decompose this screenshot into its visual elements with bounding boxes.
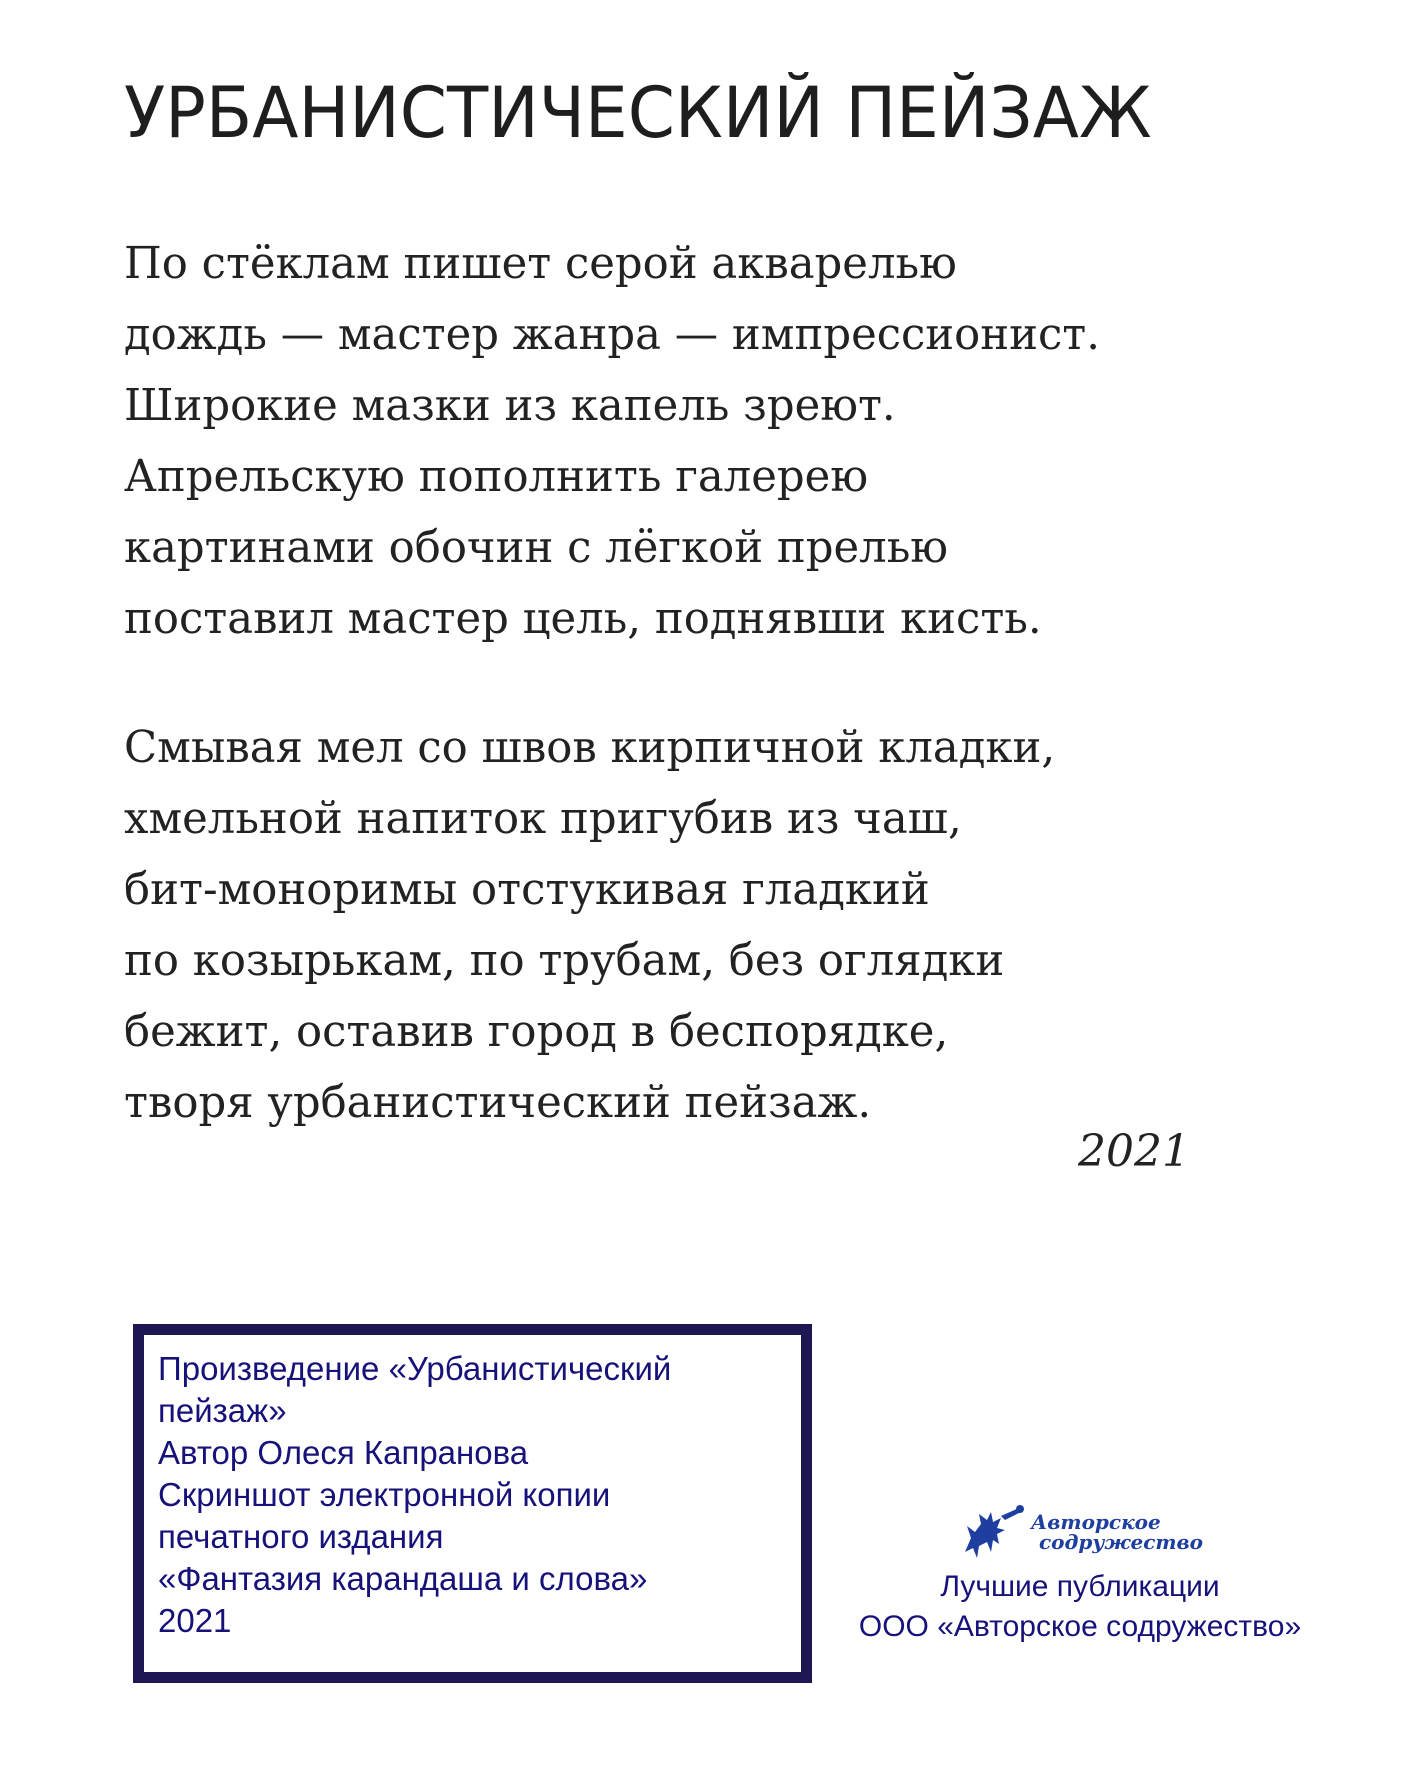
info-line: Произведение «Урбанистический	[158, 1350, 672, 1387]
info-line: пейзаж»	[158, 1392, 287, 1429]
stanza-1	[124, 228, 1115, 654]
info-line: 2021	[158, 1602, 232, 1639]
poem-line: хмельной напиток пригубив из чаш,	[124, 793, 962, 844]
info-line: печатного издания	[158, 1518, 444, 1555]
poem-line: Широкие мазки из капель зреют.	[124, 380, 896, 431]
publisher-name: ООО «Авторское содружество»	[858, 1610, 1302, 1643]
poem-line: Смывая мел со швов кирпичной кладки,	[124, 722, 1056, 773]
poem-line: творя урбанистический пейзаж.	[124, 1077, 872, 1128]
info-line: Автор Олеся Капранова	[158, 1434, 529, 1471]
info-box-text	[158, 1348, 671, 1642]
info-line: Скриншот электронной копии	[158, 1476, 611, 1513]
logo-text-line-2: содружество	[1038, 1530, 1204, 1554]
stanza-2	[124, 712, 1069, 1138]
logo-text-line-1: Авторское	[1030, 1510, 1161, 1534]
publisher-logo	[957, 1500, 1203, 1564]
poem-line: картинами обочин с лёгкой прелью	[124, 522, 949, 573]
poem-line: по козырькам, по трубам, без оглядки	[124, 935, 1005, 986]
poem-line: поставил мастер цель, поднявши кисть.	[124, 593, 1042, 644]
publisher-tagline: Лучшие публикации	[940, 1570, 1220, 1603]
poem-line: Апрельскую пополнить галерею	[124, 451, 869, 502]
poem-line: бежит, оставив город в беспорядке,	[124, 1006, 949, 1057]
info-line: «Фантазия карандаша и слова»	[158, 1560, 648, 1597]
poem-line: дождь — мастер жанра — импрессионист.	[124, 309, 1101, 360]
poem-title: УРБАНИСТИЧЕСКИЙ ПЕЙЗАЖ	[124, 72, 1152, 154]
poem-line: По стёклам пишет серой акварелью	[124, 238, 957, 289]
poem-year: 2021	[1078, 1126, 1190, 1177]
pegasus-trumpeter-icon	[957, 1502, 1025, 1562]
poem-line: бит-моноримы отстукивая гладкий	[124, 864, 930, 915]
publisher-block	[830, 1500, 1330, 1647]
